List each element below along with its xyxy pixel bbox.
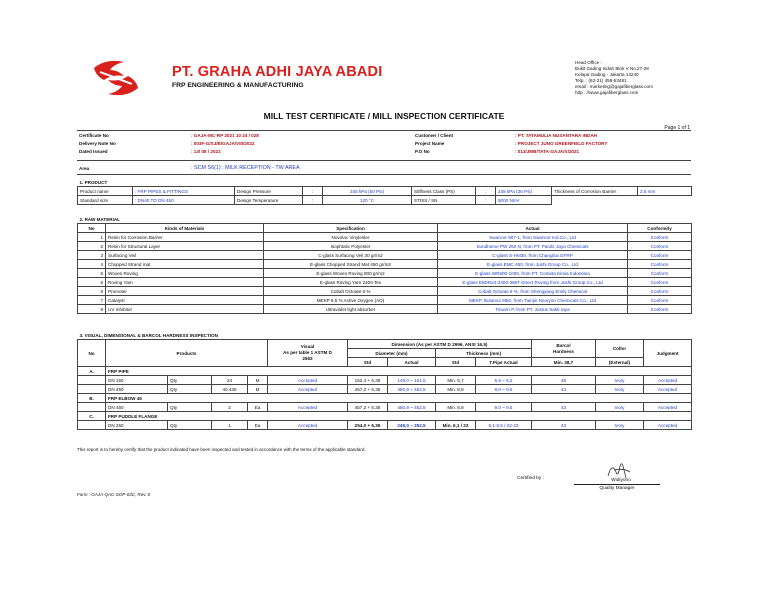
row-d-std: 254,0 + 6,35 [348, 421, 388, 430]
row-spec: Isophtalic Polyester [264, 242, 438, 251]
raw-material-section [77, 215, 691, 314]
row-conformity: Conform [628, 242, 692, 251]
row-no: 2 [78, 242, 106, 251]
stiffness-value: 248 kPa (36 Psi) [496, 187, 552, 196]
temp-sep: : [303, 196, 323, 205]
row-unit: Ea [248, 403, 268, 412]
barcol-line: Hardness [553, 348, 574, 354]
stiffness-sep: : [476, 187, 496, 196]
inspection-section [77, 331, 691, 430]
row-kind: Resin for Structural Layer [106, 242, 264, 251]
document-title: MILL TEST CERTIFICATE / MILL INSPECTION CERTIFICATE [263, 111, 505, 121]
row-qty-label: Qty [168, 376, 212, 385]
project-label: Project Name [415, 140, 445, 146]
row-size: DN 250 [106, 421, 168, 430]
row-qty-label: Qty [168, 385, 212, 394]
signer-role: Quality Manager [599, 486, 635, 491]
insp-h-std2: Std [436, 358, 476, 367]
row-d-actual: 450,9 ~ 452,5 [388, 403, 436, 412]
form-footer: Form : GAJA-QAC-SOP-03C, Rev. 0 [77, 492, 151, 497]
row-actual: Swancor 907-1, from Swancor Ind.Co., Ltd [438, 233, 628, 242]
divider [77, 160, 691, 161]
row-judgment: Accepted [644, 376, 692, 385]
raw-h-no: No [78, 224, 106, 233]
pressure-value: 345 kPa (50 Psi) [323, 187, 412, 196]
row-qty: 40.436 [212, 385, 248, 394]
inspection-table [77, 331, 692, 430]
row-size: DN 450 [106, 385, 168, 394]
row-actual: E-glass WR800-1000, from PT. Cometa Kimia Indonesia [438, 269, 628, 278]
row-actual: Tinuvin P, from PT. Justus Sakti raya [438, 305, 628, 314]
insp-h-color-ext: (External) [596, 358, 644, 367]
table-row [78, 242, 692, 251]
size-label: Standard size [78, 196, 133, 205]
company-tagline: FRP ENGINEERING & MANUFACTURING [172, 82, 304, 89]
row-conformity: Conform [628, 278, 692, 287]
row-no: 1 [78, 233, 106, 242]
row-visual: Accepted [268, 385, 348, 394]
area-label: Area [79, 165, 90, 171]
insp-h-tpipe: T.Pipe Actual [476, 358, 532, 367]
row-color: Ivory [596, 385, 644, 394]
dated-value: : 13/ 08 / 2022 [191, 148, 221, 154]
row-conformity: Conform [628, 305, 692, 314]
corrosion-label: Thickness of Corrosion Barrier : [552, 187, 638, 196]
office-line: Kelapa Gading - Jakarta 14240 [575, 72, 639, 77]
row-t-std: Min. 5,7 [436, 376, 476, 385]
row-no: 4 [78, 260, 106, 269]
row-actual: E-glass E6DR24-2400-386T Direct Roving from Jushi Group Co., Ltd [438, 278, 628, 287]
row-size: DN 450 [106, 403, 168, 412]
office-address [575, 60, 653, 96]
group-name: FRP PIPE [106, 367, 692, 376]
insp-h-visual [268, 340, 348, 367]
row-d-actual: 149,0 ~ 151,5 [388, 376, 436, 385]
insp-h-actual: Actual [388, 358, 436, 367]
row-actual: Sundhome PW 250 N, from PT. Pardic Jaya Chemicals [438, 242, 628, 251]
table-row [78, 287, 692, 296]
table-row [78, 251, 692, 260]
row-color: Ivory [596, 421, 644, 430]
row-t-std: Min. 8,8 [436, 385, 476, 394]
group-letter: A. [78, 367, 106, 376]
table-row [78, 376, 692, 385]
company-name: PT. GRAHA ADHI JAYA ABADI [172, 64, 383, 80]
row-no: 8 [78, 305, 106, 314]
raw-h-conformity: Conformity [628, 224, 692, 233]
divider [77, 130, 691, 131]
insp-h-thickness: Thickness (mm) [436, 349, 532, 358]
row-t-std: Min. 8,8 [436, 403, 476, 412]
row-spec: Novolac Vinylester [264, 233, 438, 242]
row-visual: Accepted [268, 403, 348, 412]
stiss-value: 5000 N/m² [496, 196, 552, 205]
barcol-line: Barcol [556, 342, 571, 348]
row-spec: E-glass Woven Roving 800 gr/m2 [264, 269, 438, 278]
group-letter: C. [78, 412, 106, 421]
stiss-label: STISS / SN [412, 196, 476, 205]
office-line: http : //www.gajafiberglass.com [575, 90, 639, 95]
divider [77, 174, 691, 175]
raw-h-actual: Actual [438, 224, 628, 233]
info-table [77, 130, 691, 155]
visual-line: As per table 1 ASTM D [283, 350, 332, 355]
certified-by-label: Certified by : [517, 476, 544, 481]
size-value: : DN40 TO DN 450 [133, 196, 235, 205]
row-visual: Accepted [268, 421, 348, 430]
table-row [78, 403, 692, 412]
corrosion-value: 2,5 mm [638, 187, 692, 196]
row-barcol: 43 [532, 421, 596, 430]
inspection-heading: 3. VISUAL, DIMENSIONAL & BARCOL HARDNESS INSPECTION [79, 332, 218, 338]
temp-label: Design Temperature [235, 196, 303, 205]
row-judgment: Accepted [644, 421, 692, 430]
office-line: Bukit Gading Indah Blok V No.27-28 [575, 66, 649, 71]
row-d-std: 457,2 + 6,35 [348, 403, 388, 412]
row-barcol: 43 [532, 403, 596, 412]
row-t-actual: 5,6 ~ 6,2 [476, 376, 532, 385]
area-value: : SCM S6(1) : MILK RECEPTION - TW AREA [191, 164, 300, 171]
row-qty-label: Qty [168, 421, 212, 430]
row-conformity: Conform [628, 251, 692, 260]
row-no: 6 [78, 287, 106, 296]
row-kind: Resin for Corrosion Barrier [106, 233, 264, 242]
table-row [78, 233, 692, 242]
insp-h-products: Products [106, 340, 268, 367]
row-spec: E-glass Chopped Strand Mat 450 gr/m2 [264, 260, 438, 269]
area-table [77, 164, 691, 172]
office-line: Telp. : (62-21) 458-53481 [575, 78, 627, 83]
row-no: 7 [78, 296, 106, 305]
table-row [78, 269, 692, 278]
row-t-std: Min. 6,1 / 22 [436, 421, 476, 430]
project-value: : PROJECT JUNO GREENFIELD FACTORY [515, 140, 608, 146]
row-kind: UV Inhibitor [106, 305, 264, 314]
insp-h-barcol [532, 340, 596, 358]
certification-note: This report is to hereby certify that the product indicated have been inspected and tested in accordance with the terms of the applicable standard. [77, 447, 366, 452]
row-spec: MEKP 9,5 % Active Oxygen (AO) [264, 296, 438, 305]
row-t-actual: 9,0 ~ 9,5 [476, 403, 532, 412]
group-name: FRP PUDDLE FLANGE [106, 412, 692, 421]
row-qty-label: Qty [168, 403, 212, 412]
insp-h-no: No [78, 340, 106, 367]
area-block [77, 164, 691, 172]
row-actual: E-glass EMC 450, from Jushi Group Co., Ltd [438, 260, 628, 269]
po-label: P.O No [415, 148, 430, 154]
table-row [78, 278, 692, 287]
product-heading: 1. PRODUCT [79, 179, 108, 185]
row-d-std: 152,4 + 6,35 [348, 376, 388, 385]
signer-name: Widiyono [611, 478, 631, 483]
row-conformity: Conform [628, 260, 692, 269]
pressure-sep: : [303, 187, 323, 196]
row-judgment: Accepted [644, 403, 692, 412]
row-kind: Catalyst [106, 296, 264, 305]
product-name-label: Product name [78, 187, 133, 196]
table-row [78, 260, 692, 269]
pressure-label: Design Pressure [235, 187, 303, 196]
row-unit: Ea [248, 421, 268, 430]
product-name-value: : FRP PIPES & FITTINGS [133, 187, 235, 196]
table-row [78, 385, 692, 394]
product-section [77, 178, 691, 205]
raw-heading: 2. RAW MATERIAL [79, 216, 120, 222]
temp-value: 120 °C [323, 196, 412, 205]
insp-h-std: Std [348, 358, 388, 367]
insp-h-barcol-min: Min. 38,7 [532, 358, 596, 367]
insp-h-dimension: Dimension (As per ASTM D 2996, ANSI 16.5) [348, 340, 532, 349]
row-unit: M [248, 376, 268, 385]
row-no: 5 [78, 269, 106, 278]
customer-value: : PT. TATAMULIA NUSANTARA INDAH [515, 132, 597, 138]
row-t-actual: 9,0 ~ 9,5 [476, 385, 532, 394]
row-no: 3 [78, 251, 106, 260]
office-line: Head Office : [575, 60, 602, 65]
row-barcol: 48 [532, 376, 596, 385]
row-d-std: 457,2 + 6,35 [348, 385, 388, 394]
row-kind: Surfacing Veil [106, 251, 264, 260]
row-spec: Cobalt Octoate 6 % [264, 287, 438, 296]
raw-material-table [77, 215, 692, 314]
info-block [77, 130, 691, 155]
row-unit: M [248, 385, 268, 394]
row-d-actual: 450,9 ~ 452,5 [388, 385, 436, 394]
group-name: FRP ELBOW 45 [106, 394, 692, 403]
row-qty: 1 [212, 421, 248, 430]
row-kind: Chopped Strand mat [106, 260, 264, 269]
row-kind: Roving Yarn [106, 278, 264, 287]
table-row [78, 296, 692, 305]
row-kind: Promoter [106, 287, 264, 296]
visual-line: 2563 [302, 356, 313, 361]
raw-h-kind: Kinds of Materials [106, 224, 264, 233]
company-logo [84, 58, 148, 98]
raw-h-spec: Specification [264, 224, 438, 233]
row-qty: 2 [212, 403, 248, 412]
visual-line: Visual [300, 344, 315, 349]
row-spec: C-glass Surfacing Veil 30 gr/m2 [264, 251, 438, 260]
delivery-label: Delivery Note No [79, 140, 116, 146]
row-actual: C-glass S-HM30, from Changhai GFRP [438, 251, 628, 260]
cert-label: Certificate No [79, 132, 109, 138]
row-actual: MEKP, Butanox M50, from Tianjin Nouryon Chemicals Co., Ltd [438, 296, 628, 305]
po-value: : 013/JMB/TATA-GAJA/X/2021 [515, 148, 580, 154]
insp-h-judgment: Judgment [644, 340, 692, 367]
row-actual: Cobalt Octoate 6 %, from Shengyang Emily Chemical [438, 287, 628, 296]
row-size: DN 150 [106, 376, 168, 385]
dated-label: Dated Issued [79, 148, 108, 154]
group-letter: B. [78, 394, 106, 403]
row-spec: E-glass Roving Yarn 2400 Tex [264, 278, 438, 287]
row-color: Ivory [596, 403, 644, 412]
row-judgment: Accepted [644, 385, 692, 394]
row-d-actual: 249,0 ~ 252,5 [388, 421, 436, 430]
cert-value: : GAJA-MC-RP 2021 10 24 / 028 [191, 132, 259, 138]
delivery-value: : 003F-G/SJ/B/GAJA/VIII/2022 [191, 140, 255, 146]
row-conformity: Conform [628, 287, 692, 296]
customer-label: Customer / Client [415, 132, 454, 138]
row-conformity: Conform [628, 296, 692, 305]
stiffness-label: Stiffness Class (PS) [412, 187, 476, 196]
row-visual: Accepted [268, 376, 348, 385]
insp-h-color: Collor [596, 340, 644, 358]
row-conformity: Conform [628, 233, 692, 242]
row-conformity: Conform [628, 269, 692, 278]
row-color: Ivory [596, 376, 644, 385]
row-t-actual: 6,1-6,5 / 22-23 [476, 421, 532, 430]
row-kind: Woven Roving [106, 269, 264, 278]
row-spec: Ultraviolet light absorber [264, 305, 438, 314]
row-barcol: 43 [532, 385, 596, 394]
signature-line [574, 484, 660, 485]
product-table [77, 178, 692, 205]
row-no: 6 [78, 278, 106, 287]
table-row [78, 305, 692, 314]
row-qty: 24 [212, 376, 248, 385]
page-number: Page 1 of 1 [664, 125, 690, 131]
table-row [78, 421, 692, 430]
office-line: email : marketing@gajafiberglass.com [575, 84, 653, 89]
stiss-sep: : [476, 196, 496, 205]
insp-h-diameter: Diameter (mm) [348, 349, 436, 358]
